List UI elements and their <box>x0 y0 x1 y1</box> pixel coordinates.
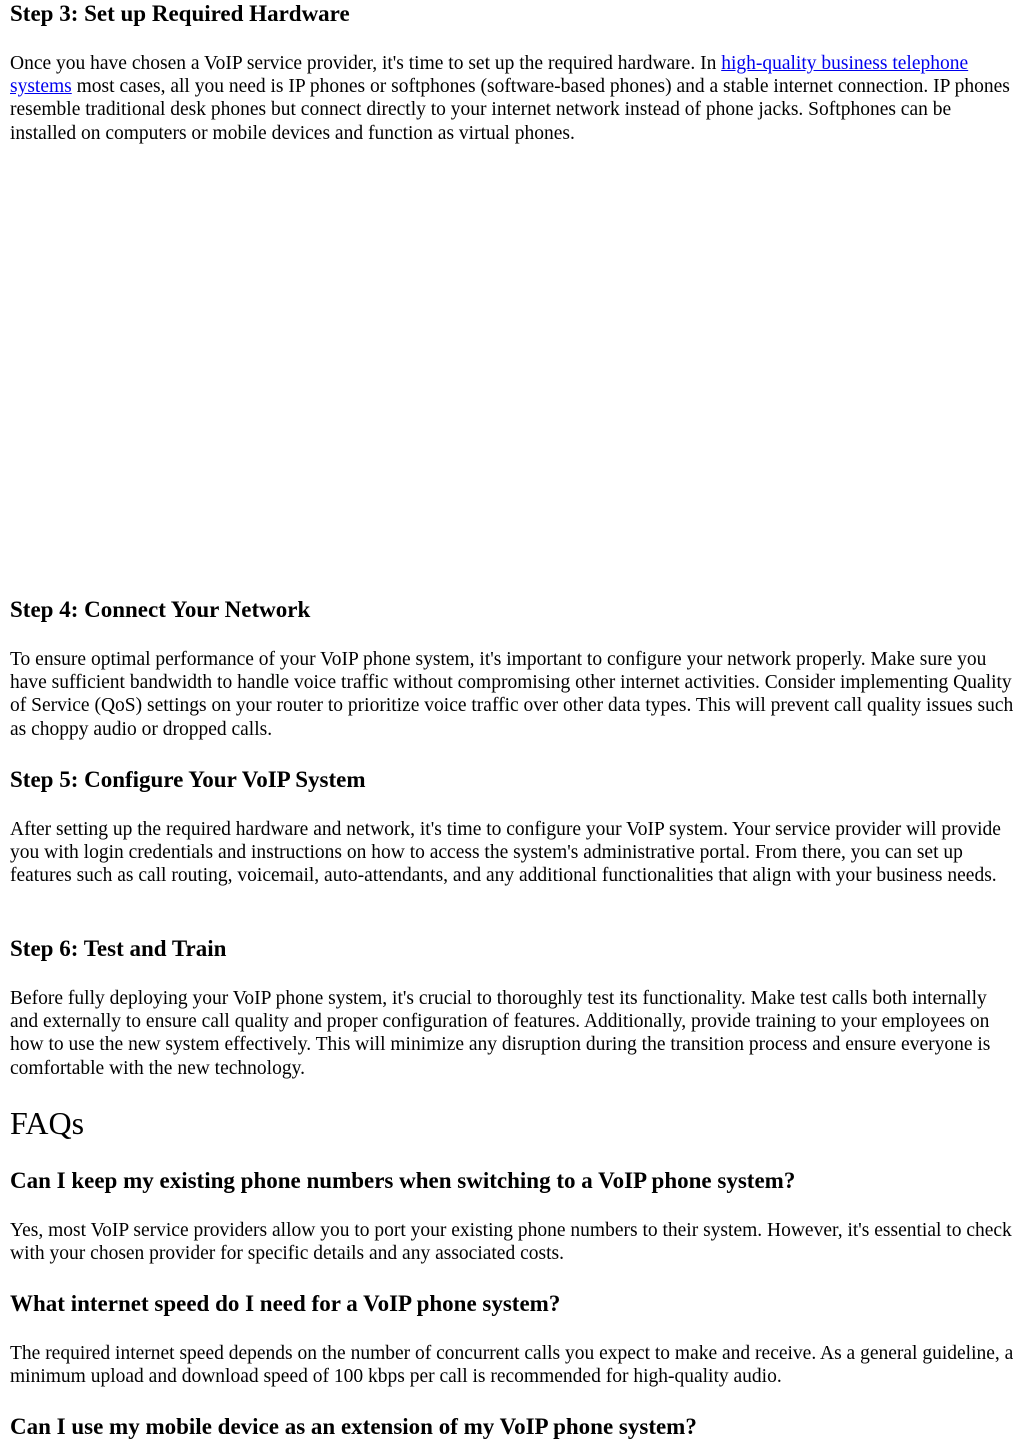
step6-heading: Step 6: Test and Train <box>10 936 227 961</box>
step4-paragraph: To ensure optimal performance of your VoIP phone system, it's important to configure your network properly. Make sure you have sufficient bandwidth to handle voice traffic without compromising other internet activities. Consider implementing Quality of Service (QoS) settings on your router to prioritize voice traffic over other data types. This will prevent call quality issues such as choppy audio or dropped calls. <box>10 649 1014 740</box>
step5-paragraph: After setting up the required hardware and network, it's time to configure your VoIP system. Your service provider will provide you with login credentials and instructions on how to access the system's administrative portal. From there, you can set up features such as call routing, voicemail, auto-attendants, and any additional functionalities that align with your business needs. <box>10 819 1001 887</box>
step3-heading: Step 3: Set up Required Hardware <box>10 1 350 26</box>
step3-text-before-link: Once you have chosen a VoIP service provider, it's time to set up the required hardware. In <box>10 53 722 74</box>
faq-question-2: What internet speed do I need for a VoIP phone system? <box>10 1291 561 1316</box>
step6-paragraph: Before fully deploying your VoIP phone system, it's crucial to thoroughly test its functionality. Make test calls both internally and externally to ensure call quality and proper configuration of features. Additionally, provide training to your employees on how to use the new system effectively. This will minimize any disruption during the transition process and ensure everyone is comfortable with the new technology. <box>10 988 991 1079</box>
step4-heading: Step 4: Connect Your Network <box>10 597 311 622</box>
faq-question-1: Can I keep my existing phone numbers when switching to a VoIP phone system? <box>10 1168 796 1193</box>
step5-heading: Step 5: Configure Your VoIP System <box>10 767 366 792</box>
faq-answer-2: The required internet speed depends on the number of concurrent calls you expect to make and receive. As a general guideline, a minimum upload and download speed of 100 kbps per call is recommended for high-quality audio. <box>10 1343 1014 1388</box>
business-telephone-systems-link[interactable]: high-quality business telephone systems <box>10 53 969 98</box>
faq-answer-1: Yes, most VoIP service providers allow you to port your existing phone numbers to their system. However, it's essential to check with your chosen provider for specific details and any associated costs. <box>10 1220 1012 1265</box>
step3-paragraph <box>10 52 1014 145</box>
step3-text-after-link: most cases, all you need is IP phones or softphones (software-based phones) and a stable internet connection. IP phones resemble traditional desk phones but connect directly to your internet network instead of phone jacks. Softphones can be installed on computers or mobile devices and function as virtual phones. <box>10 76 1010 144</box>
faqs-heading: FAQs <box>10 1105 85 1141</box>
faq-question-3: Can I use my mobile device as an extension of my VoIP phone system? <box>10 1414 697 1439</box>
